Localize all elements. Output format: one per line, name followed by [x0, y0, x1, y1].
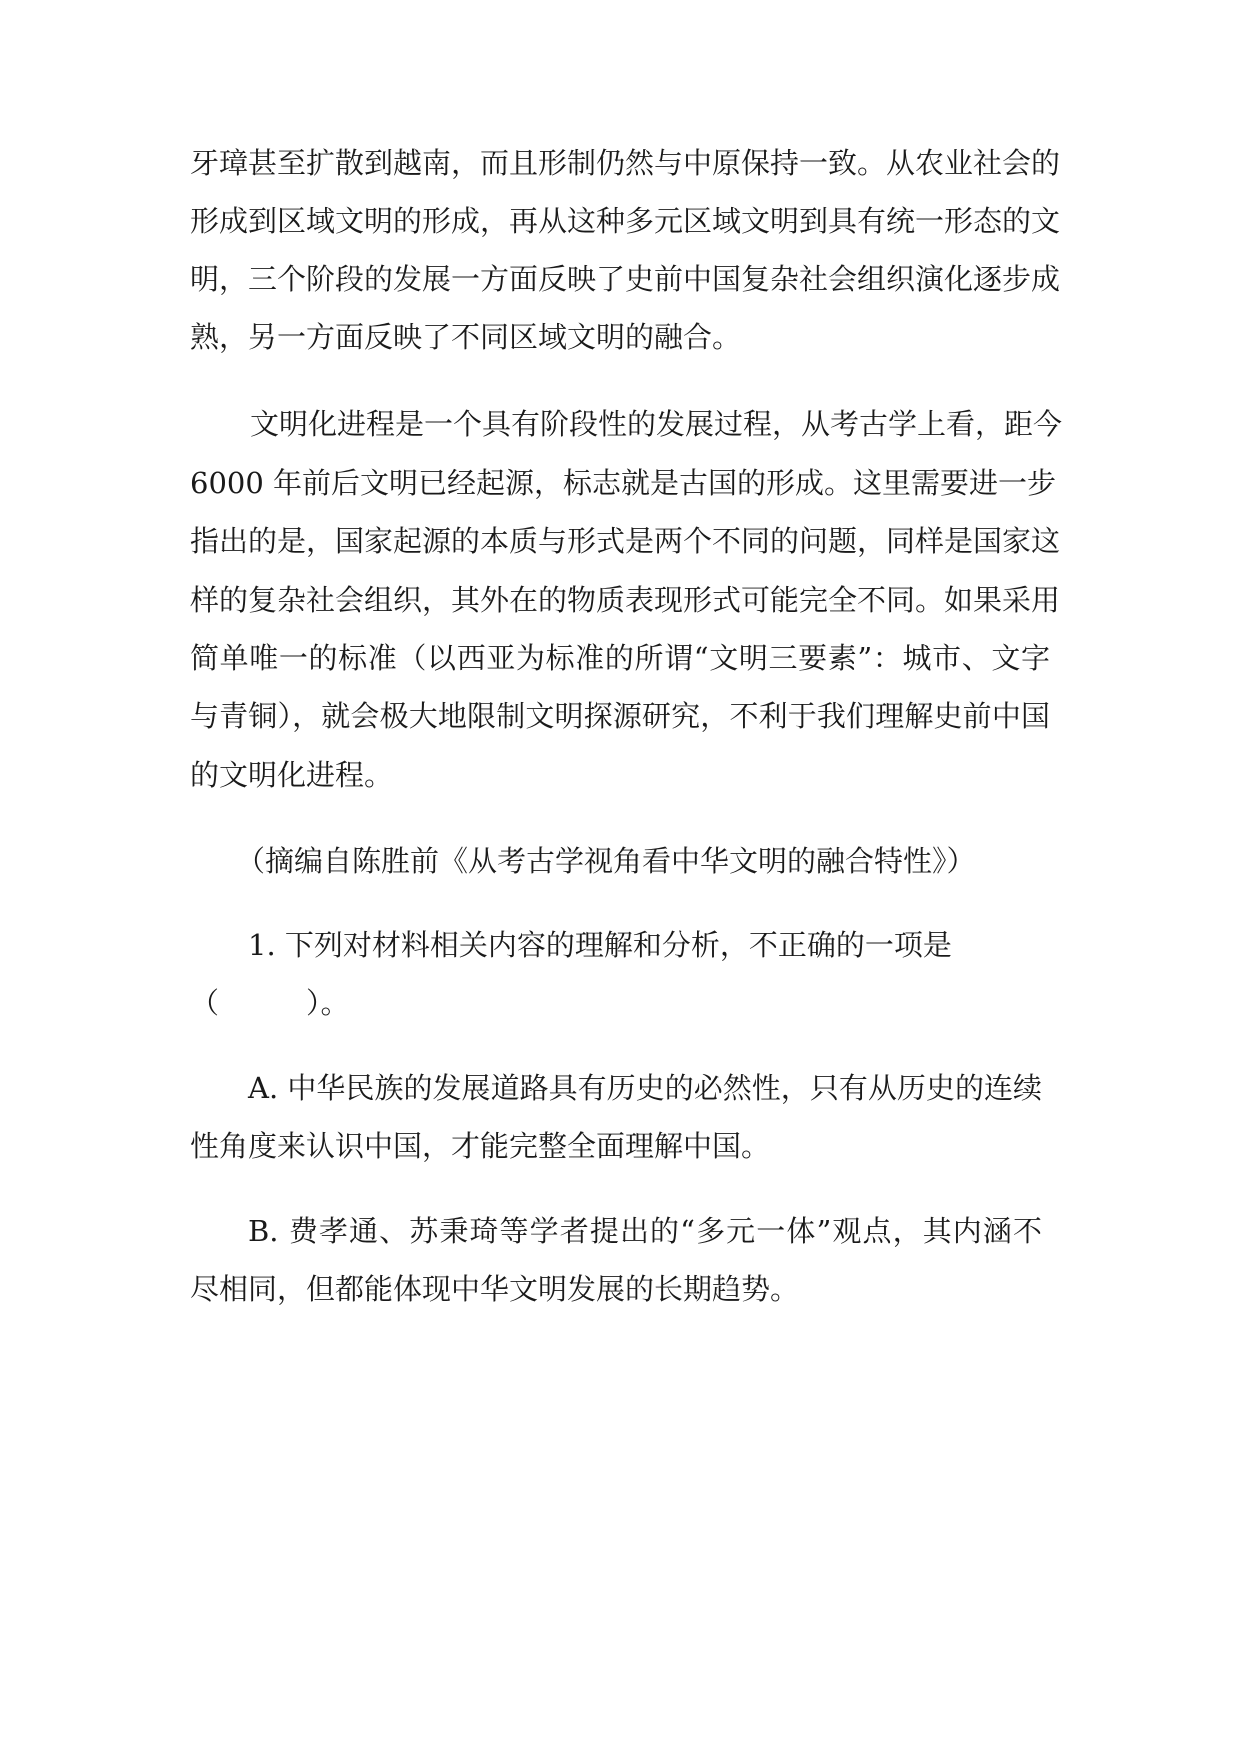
paragraph-2-line-4: 样的复杂社会组织，其外在的物质表现形式可能完全不同。如果采用 — [190, 583, 1061, 617]
option-a-line-2: 性角度来认识中国，才能完整全面理解中国。 — [190, 1129, 771, 1163]
paragraph-1-line-4: 熟，另一方面反映了不同区域文明的融合。 — [190, 320, 742, 354]
source-note: （摘编自陈胜前《从考古学视角看中华文明的融合特性》） — [236, 844, 976, 878]
paragraph-2-line-3: 指出的是，国家起源的本质与形式是两个不同的问题，同样是国家这 — [190, 524, 1061, 558]
option-b-line-1: B. 费孝通、苏秉琦等学者提出的“多元一体”观点，其内涵不 — [248, 1214, 1042, 1248]
question-1-answer-blank: （ ）。 — [190, 986, 350, 1020]
paragraph-1-line-2: 形成到区域文明的形成，再从这种多元区域文明到具有统一形态的文 — [190, 204, 1061, 238]
paragraph-1-line-1: 牙璋甚至扩散到越南，而且形制仍然与中原保持一致。从农业社会的 — [190, 146, 1061, 180]
paragraph-1-line-3: 明，三个阶段的发展一方面反映了史前中国复杂社会组织演化逐步成 — [190, 262, 1061, 296]
paragraph-2-line-6: 与青铜），就会极大地限制文明探源研究，不利于我们理解史前中国 — [190, 699, 1050, 733]
question-1-stem: 1. 下列对材料相关内容的理解和分析，不正确的一项是 — [248, 928, 952, 962]
paragraph-2-line-1: 文明化进程是一个具有阶段性的发展过程，从考古学上看，距今 — [250, 407, 1063, 441]
option-a-line-1: A. 中华民族的发展道路具有历史的必然性，只有从历史的连续 — [248, 1071, 1042, 1105]
paragraph-2-line-7: 的文明化进程。 — [190, 758, 394, 792]
option-b-line-2: 尽相同，但都能体现中华文明发展的长期趋势。 — [190, 1272, 800, 1306]
paragraph-2-line-5: 简单唯一的标准（以西亚为标准的所谓“文明三要素”：城市、文字 — [190, 641, 1050, 675]
paragraph-2-line-2: 6000 年前后文明已经起源，标志就是古国的形成。这里需要进一步 — [190, 466, 1057, 500]
